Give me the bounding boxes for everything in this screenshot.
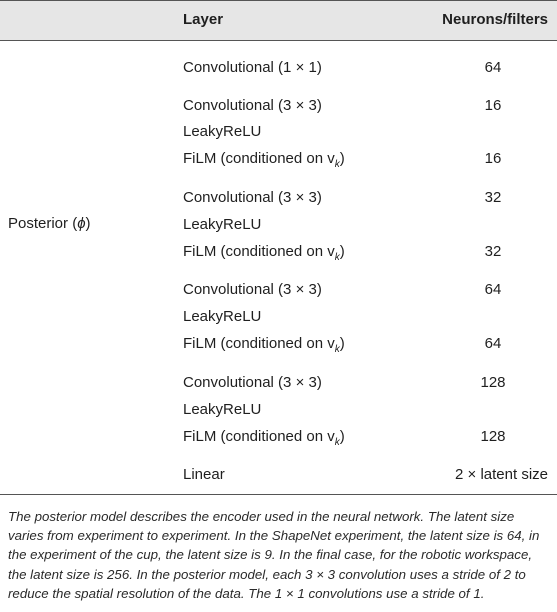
- layer-cell: LeakyReLU: [183, 216, 262, 233]
- table-header: [0, 0, 557, 41]
- neurons-cell: 64: [484, 281, 502, 298]
- table-row: [0, 146, 557, 172]
- table-row: [0, 304, 557, 330]
- row-label-posterior: Posterior (ϕ): [8, 215, 91, 232]
- header-neurons-filters: Neurons/filters: [442, 11, 548, 28]
- layer-cell: Convolutional (3 × 3): [183, 374, 322, 391]
- layer-cell: Convolutional (1 × 1): [183, 59, 322, 76]
- table-row: [0, 277, 557, 303]
- table-row: [0, 119, 557, 145]
- neurons-cell: 16: [484, 97, 502, 114]
- phi-symbol: ϕ: [77, 215, 86, 232]
- layer-cell: FiLM (conditioned on $v_k$): [183, 335, 345, 355]
- table-row: [0, 185, 557, 211]
- neurons-cell: 16: [484, 150, 502, 167]
- layer-cell: Linear: [183, 466, 225, 483]
- table-footnote: The posterior model describes the encoder used in the neural network. The latent size varies from experiment to experiment. In the ShapeNet experiment, the latent size is 64, in the experiment of the cup, the latent size is 9. In the final case, for the robotic workspace, the latent size is 256. In the posterior model, each 3 × 3 convolution uses a stride of 2 to reduce the spatial resolution of the data. The 1 × 1 convolutions use a stride of 1.: [8, 509, 540, 601]
- table-row: [0, 93, 557, 119]
- table-row: [0, 212, 557, 238]
- layer-cell: LeakyReLU: [183, 123, 262, 140]
- neurons-cell: 32: [484, 243, 502, 260]
- header-layer: Layer: [183, 11, 224, 28]
- neurons-cell: 128: [480, 428, 506, 445]
- table-row: [0, 424, 557, 450]
- layer-cell: FiLM (conditioned on $v_k$): [183, 243, 345, 263]
- layer-cell: Convolutional (3 × 3): [183, 189, 322, 206]
- layer-cell: LeakyReLU: [183, 308, 262, 325]
- layer-cell: LeakyReLU: [183, 401, 262, 418]
- table-row: [0, 397, 557, 423]
- neurons-cell: 128: [480, 374, 506, 391]
- table-row: [0, 370, 557, 396]
- table-row: [0, 462, 557, 488]
- table-row: [0, 55, 557, 81]
- layer-cell: FiLM (conditioned on $v_k$): [183, 150, 345, 170]
- neurons-cell: 64: [484, 59, 502, 76]
- table-row: [0, 331, 557, 357]
- table-row: [0, 239, 557, 265]
- neurons-cell: 2 × latent size: [455, 466, 548, 483]
- neurons-cell: 32: [484, 189, 502, 206]
- layer-cell: Convolutional (3 × 3): [183, 281, 322, 298]
- layer-cell: FiLM (conditioned on $v_k$): [183, 428, 345, 448]
- layer-cell: Convolutional (3 × 3): [183, 97, 322, 114]
- neurons-cell: 64: [484, 335, 502, 352]
- table-body: [0, 41, 557, 495]
